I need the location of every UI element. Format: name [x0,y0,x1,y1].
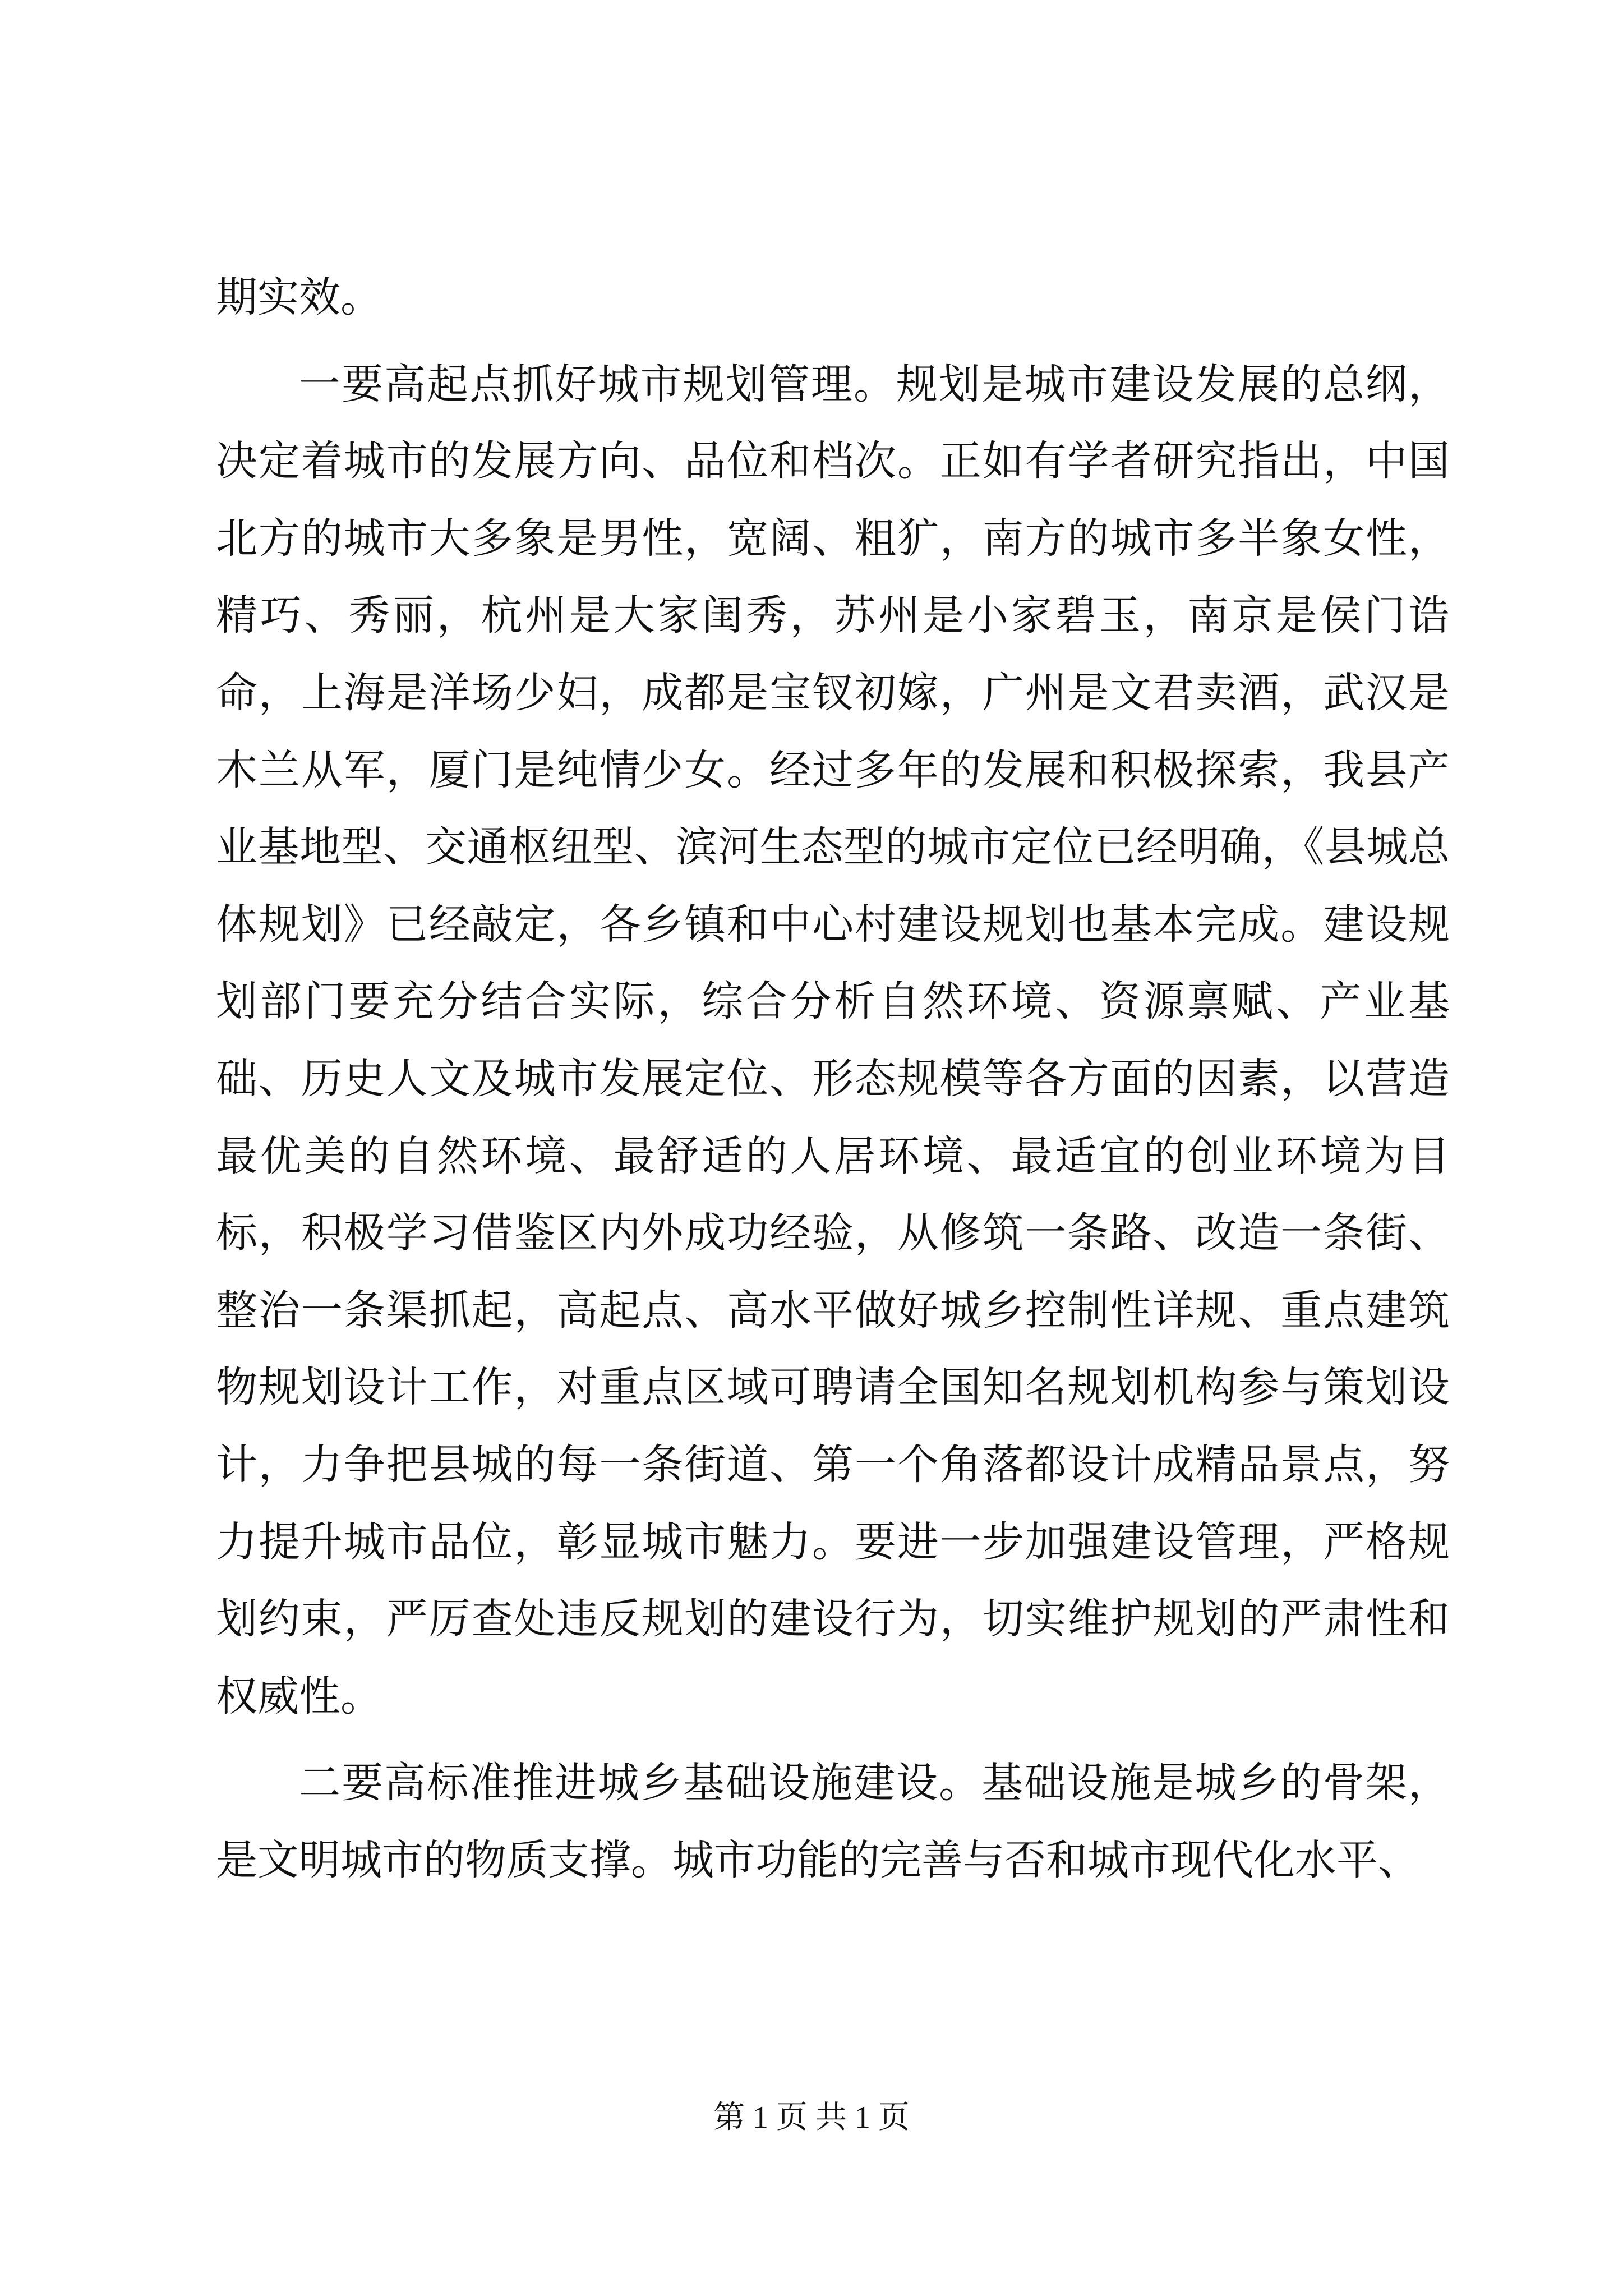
document-body [216,259,1450,1908]
paragraph-continuation: 期实效。 [216,273,382,321]
page-footer: 第 1 页 共 1 页 [713,2100,910,2135]
paragraph-city-planning: 一要高起点抓好城市规划管理。规划是城市建设发展的总纲，决定着城市的发展方向、品位和档次。正如有学者研究指出，中国北方的城市大多象是男性，宽阔、粗犷，南方的城市多半象女性，精巧、秀丽，杭州是大家闺秀，苏州是小家碧玉，南京是侯门诰命，上海是洋场少妇，成都是宝钗初嫁，广州是文君卖酒，武汉是木兰从军，厦门是纯情少女。经过多年的发展和积极探索，我县产业基地型、交通枢纽型、滨河生态型的城市定位已经明确，《县城总体规划》已经敲定，各乡镇和中心村建设规划也基本完成。建设规划部门要充分结合实际，综合分析自然环境、资源禀赋、产业基础、历史人文及城市发展定位、形态规模等各方面的因素，以营造最优美的自然环境、最舒适的人居环境、最适宜的创业环境为目标，积极学习借鉴区内外成功经验，从修筑一条路、改造一条街、整治一条渠抓起，高起点、高水平做好城乡控制性详规、重点建筑物规划设计工作，对重点区域可聘请全国知名规划机构参与策划设计，力争把县城的每一条街道、第一个角落都设计成精品景点，努力提升城市品位，彰显城市魅力。要进一步加强建设管理，严格规划约束，严厉查处违反规划的建设行为，切实维护规划的严肃性和权威性。 [216,360,1450,1720]
paragraph-infrastructure: 二要高标准推进城乡基础设施建设。基础设施是城乡的骨架，是文明城市的物质支撑。城市功能的完善与否和城市现代化水平、 [216,1759,1450,1884]
